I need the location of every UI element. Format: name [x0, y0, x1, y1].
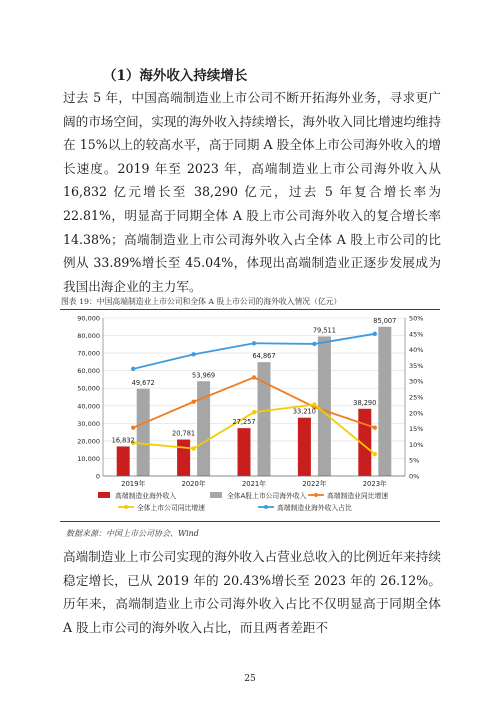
bar-high-end [177, 440, 190, 476]
series-point-2 [252, 341, 256, 345]
right-tick-label: 20% [409, 409, 424, 418]
bar-data-label: 64,867 [252, 352, 276, 361]
series-point-1 [312, 402, 316, 406]
left-tick-label: 0 [95, 472, 100, 481]
figure-caption: 图表 19：中国高端制造业上市公司和全体 A 股上市公司的海外收入情况（亿元） [61, 297, 342, 306]
left-tick-label: 20,000 [77, 437, 100, 446]
x-tick-label: 2023年 [362, 480, 387, 488]
legend-swatch [98, 492, 110, 498]
overseas-revenue-chart [60, 306, 440, 516]
right-tick-label: 5% [409, 456, 420, 465]
bar-data-label: 38,290 [353, 398, 377, 407]
x-tick-label: 2022年 [302, 480, 327, 488]
legend-swatch-dot [124, 505, 128, 509]
series-point-2 [373, 332, 377, 336]
right-tick-label: 15% [409, 425, 424, 434]
bar-data-label: 53,969 [192, 371, 216, 380]
page-number: 25 [244, 674, 256, 684]
x-tick-label: 2021年 [241, 480, 267, 488]
series-point-0 [252, 375, 256, 379]
left-tick-label: 70,000 [77, 349, 100, 358]
bar-all-a-share [318, 336, 331, 476]
left-tick-label: 90,000 [77, 314, 100, 323]
x-tick-label: 2020年 [181, 480, 206, 488]
right-tick-label: 25% [409, 393, 424, 402]
right-tick-label: 30% [409, 377, 424, 386]
bar-data-label: 33,210 [292, 407, 316, 416]
series-point-1 [252, 410, 256, 414]
series-point-0 [191, 400, 195, 404]
right-tick-label: 10% [409, 440, 424, 449]
right-tick-label: 50% [409, 314, 424, 323]
bar-high-end [298, 418, 311, 476]
legend-label: 高端制造业海外收入 [115, 492, 177, 500]
left-tick-label: 10,000 [77, 454, 100, 463]
left-tick-label: 30,000 [77, 419, 100, 428]
left-tick-label: 50,000 [77, 384, 100, 393]
left-tick-label: 60,000 [77, 367, 100, 376]
figure-bottom-rule [60, 521, 440, 522]
bar-data-label: 16,832 [111, 436, 135, 445]
data-source-note: 数据来源：中国上市公司协会、Wind [66, 529, 199, 538]
right-tick-label: 40% [409, 346, 424, 355]
legend-swatch-dot [314, 493, 318, 497]
bar-data-label: 20,781 [172, 429, 196, 438]
bar-all-a-share [378, 327, 391, 476]
series-point-2 [191, 352, 195, 356]
bar-all-a-share [137, 389, 150, 476]
bar-data-label: 27,257 [232, 418, 256, 427]
left-tick-label: 80,000 [77, 332, 100, 341]
body-paragraph-2: 高端制造业上市公司实现的海外收入占营业总收入的比例近年来持续稳定增长，已从 2019 年的 20.43%增长至 2023 年的 26.12%。历年来，高端制造业上市公司海外收入占比不仅明显高于同期全体 A 股上市公司的海外收入占比，而且两者差距不 [63, 549, 441, 635]
bar-data-label: 79,511 [312, 326, 336, 335]
bar-data-label: 49,672 [131, 378, 155, 387]
section-heading: （1）海外收入持续增长 [103, 68, 248, 84]
series-point-2 [131, 367, 135, 371]
legend-swatch-dot [264, 505, 268, 509]
series-point-0 [373, 425, 377, 429]
series-point-2 [312, 342, 316, 346]
series-point-1 [191, 446, 195, 450]
legend-label: 高端制造业同比增速 [327, 492, 389, 500]
right-tick-label: 0% [409, 472, 420, 481]
bar-data-label: 85,007 [373, 316, 397, 325]
series-point-0 [131, 425, 135, 429]
left-tick-label: 40,000 [77, 402, 100, 411]
legend-label: 全体A股上市公司海外收入 [227, 492, 307, 500]
series-point-1 [373, 452, 377, 456]
bar-high-end [238, 428, 251, 476]
bar-high-end [117, 446, 130, 476]
legend-label: 高端制造业海外收入占比 [277, 504, 352, 512]
right-tick-label: 35% [409, 361, 424, 370]
legend-swatch [210, 492, 222, 498]
x-tick-label: 2019年 [121, 480, 146, 488]
right-tick-label: 45% [409, 330, 424, 339]
body-paragraph-1: 过去 5 年，中国高端制造业上市公司不断开拓海外业务，寻求更广阔的市场空间，实现的海外收入持续增长，海外收入同比增速均维持在 15%以上的较高水平，高于同期 A 股全体上市公司海外收入的增长速度。2019 年至 2023 年，高端制造业上市公司海外收入从 16,832 亿元增长至 38,290 亿元，过去 5 年复合增长率为 22.81%，明显高于同期全体 A 股上市公司海外收入的复合增长率 14.38%；高端制造业上市公司海外收入占全体 A 股上市公司的比例从 33.89%增长至 45.04%，体现出高端制造业正逐步发展成为我国出海企业的主力军。 [63, 90, 441, 294]
legend-label: 全体上市公司同比增速 [137, 504, 205, 512]
